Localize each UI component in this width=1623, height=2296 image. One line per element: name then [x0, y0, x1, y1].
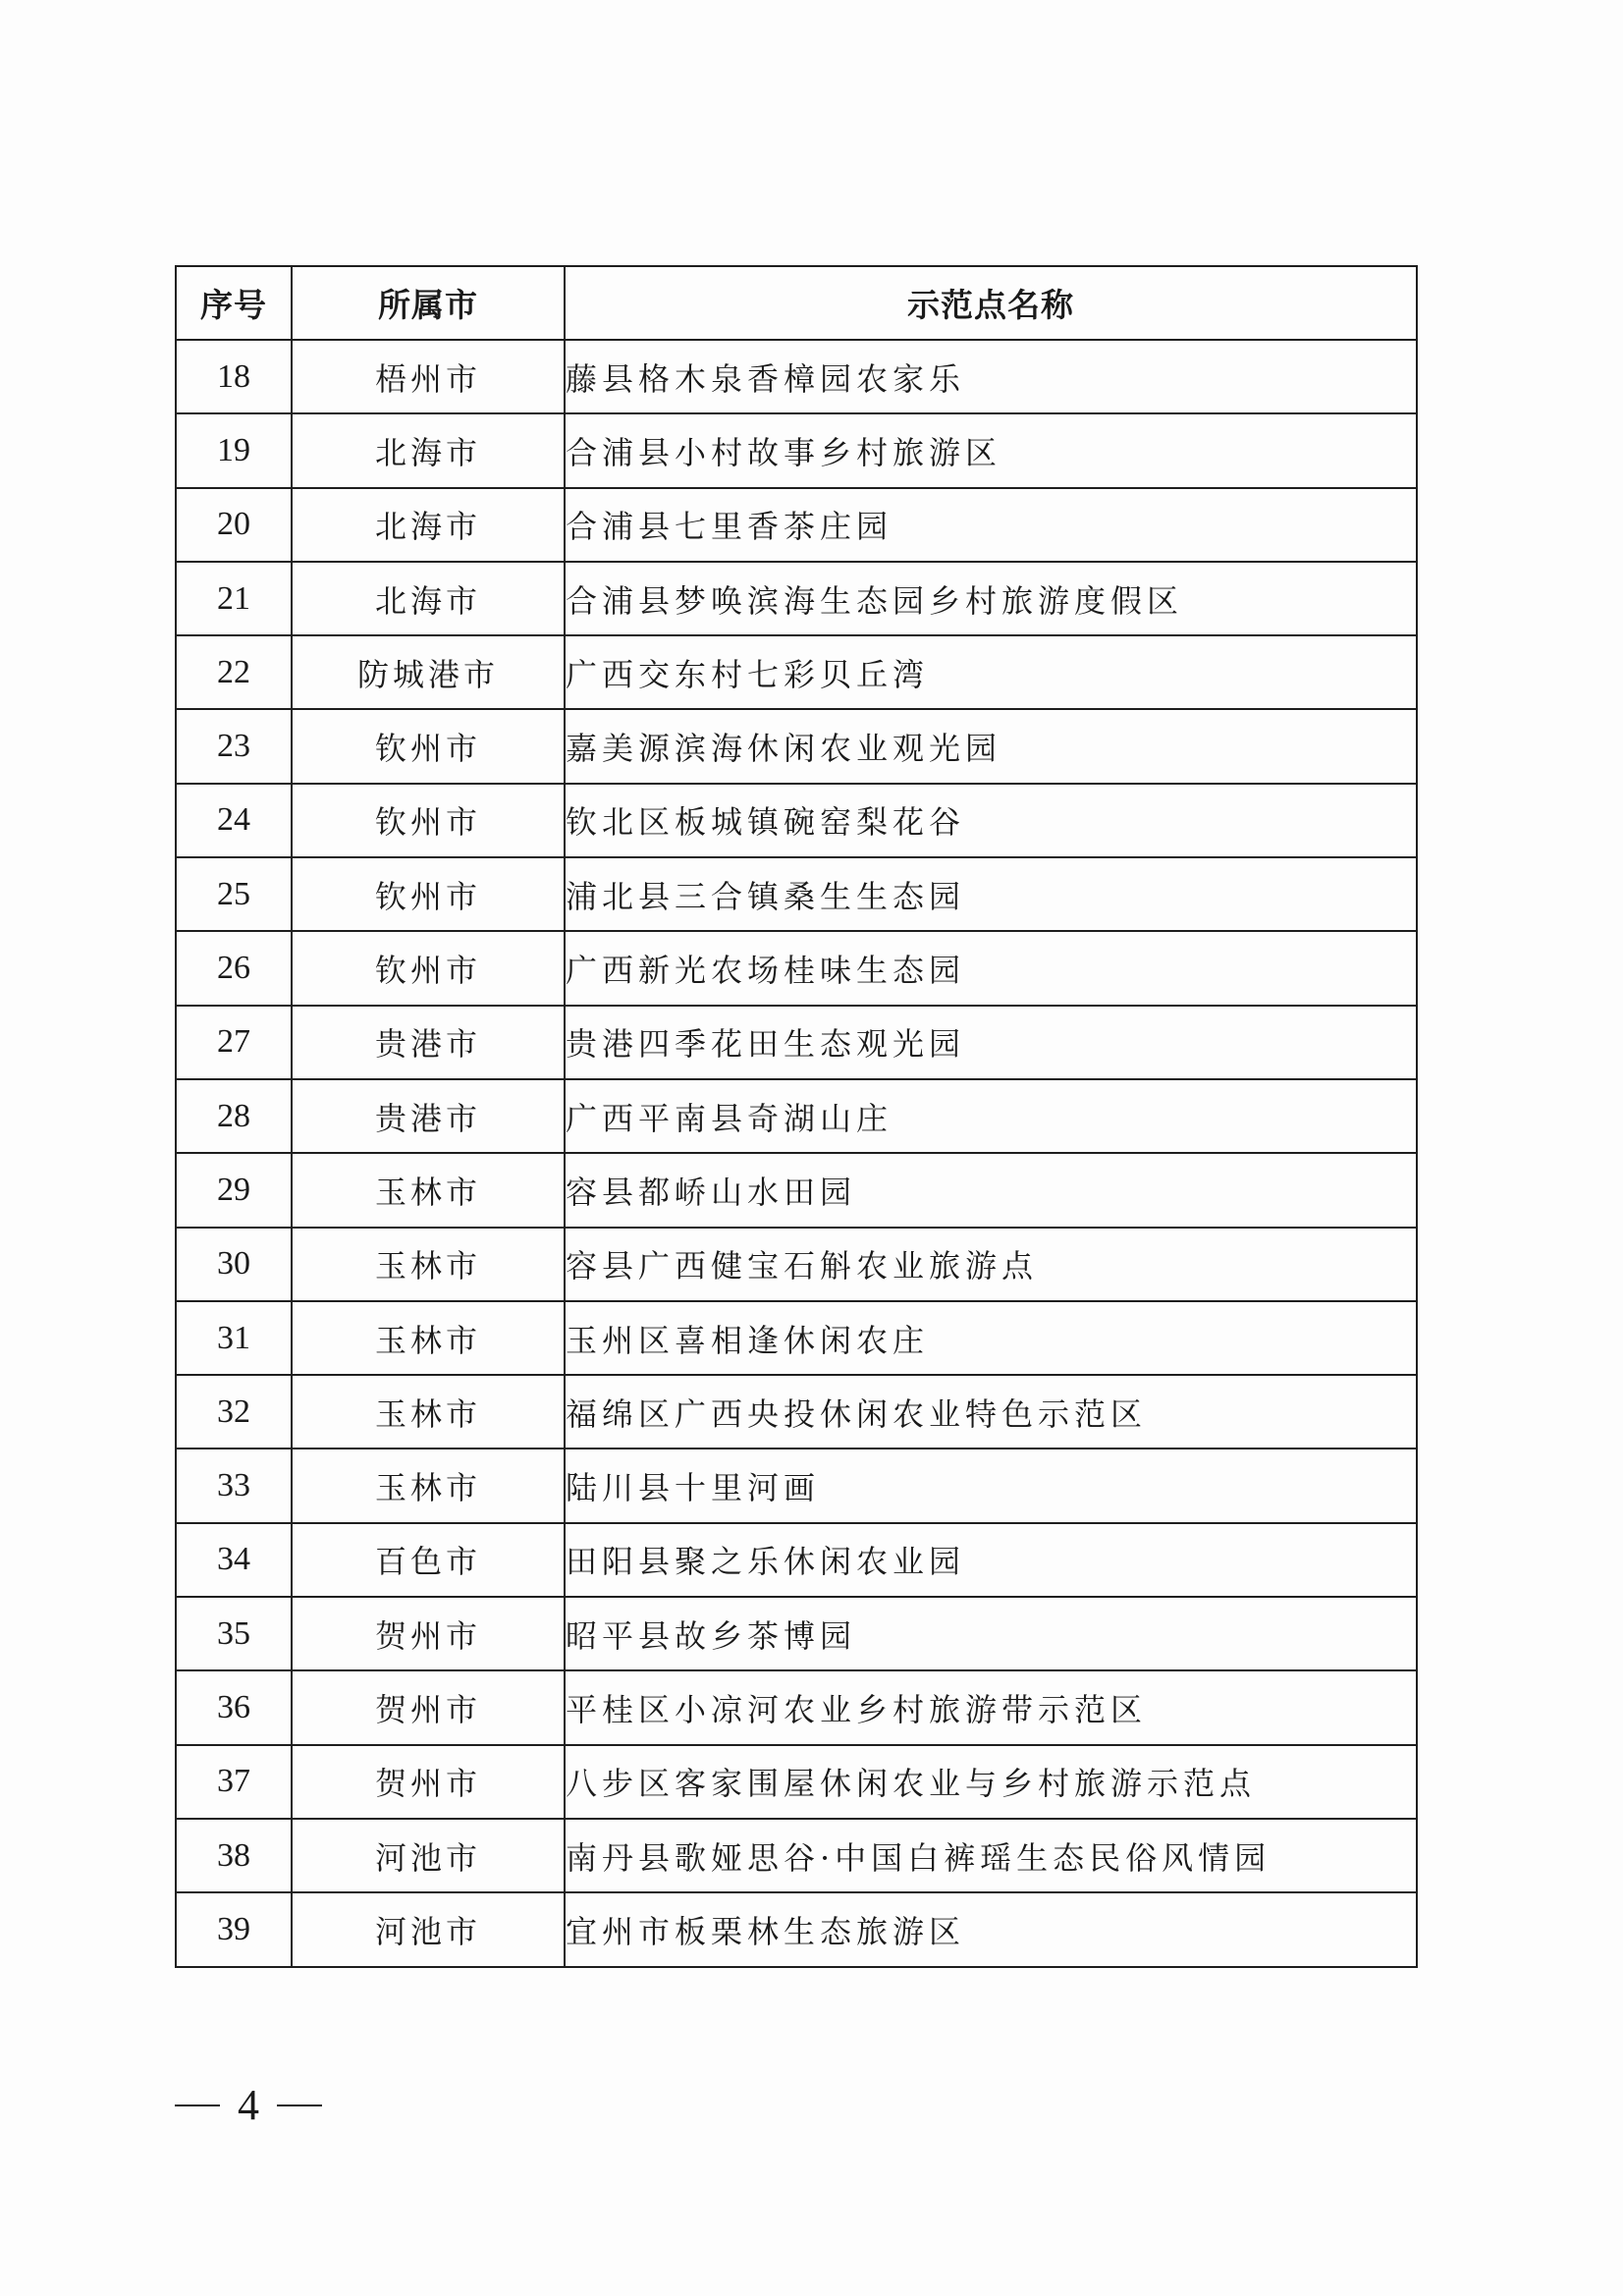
row-number: 36 — [176, 1670, 292, 1744]
row-site-name: 八步区客家围屋休闲农业与乡村旅游示范点 — [565, 1745, 1417, 1819]
row-city: 玉林市 — [292, 1449, 565, 1522]
row-number: 23 — [176, 709, 292, 783]
table-row — [176, 635, 1417, 709]
table-row — [176, 413, 1417, 487]
row-site-name: 合浦县小村故事乡村旅游区 — [565, 413, 1417, 487]
row-city: 贵港市 — [292, 1079, 565, 1153]
page-footer — [175, 2080, 322, 2130]
row-city: 玉林市 — [292, 1153, 565, 1227]
row-city: 玉林市 — [292, 1375, 565, 1449]
table-row — [176, 1449, 1417, 1522]
row-city: 贺州市 — [292, 1670, 565, 1744]
row-city: 北海市 — [292, 562, 565, 635]
row-number: 32 — [176, 1375, 292, 1449]
row-number: 35 — [176, 1597, 292, 1670]
table-row — [176, 1079, 1417, 1153]
row-site-name: 宜州市板栗林生态旅游区 — [565, 1892, 1417, 1966]
table-row — [176, 340, 1417, 413]
row-site-name: 田阳县聚之乐休闲农业园 — [565, 1523, 1417, 1597]
row-number: 37 — [176, 1745, 292, 1819]
row-site-name: 钦北区板城镇碗窑梨花谷 — [565, 784, 1417, 857]
row-site-name: 玉州区喜相逢休闲农庄 — [565, 1301, 1417, 1375]
row-site-name: 合浦县梦唤滨海生态园乡村旅游度假区 — [565, 562, 1417, 635]
table-row — [176, 1670, 1417, 1744]
row-city: 防城港市 — [292, 635, 565, 709]
table-row — [176, 784, 1417, 857]
row-number: 18 — [176, 340, 292, 413]
row-number: 38 — [176, 1819, 292, 1892]
header-site-name: 示范点名称 — [565, 266, 1417, 340]
row-city: 钦州市 — [292, 784, 565, 857]
row-city: 北海市 — [292, 413, 565, 487]
row-city: 玉林市 — [292, 1301, 565, 1375]
row-city: 北海市 — [292, 488, 565, 562]
table-header-row — [176, 266, 1417, 340]
row-site-name: 福绵区广西央投休闲农业特色示范区 — [565, 1375, 1417, 1449]
table-row — [176, 1819, 1417, 1892]
row-number: 28 — [176, 1079, 292, 1153]
table-row — [176, 1006, 1417, 1079]
row-site-name: 容县广西健宝石斛农业旅游点 — [565, 1228, 1417, 1301]
row-site-name: 合浦县七里香茶庄园 — [565, 488, 1417, 562]
row-number: 24 — [176, 784, 292, 857]
row-site-name: 广西交东村七彩贝丘湾 — [565, 635, 1417, 709]
row-site-name: 贵港四季花田生态观光园 — [565, 1006, 1417, 1079]
row-number: 34 — [176, 1523, 292, 1597]
table-body — [176, 340, 1417, 1967]
header-serial-number: 序号 — [176, 266, 292, 340]
row-site-name: 昭平县故乡茶博园 — [565, 1597, 1417, 1670]
row-number: 33 — [176, 1449, 292, 1522]
row-site-name: 南丹县歌娅思谷·中国白裤瑶生态民俗风情园 — [565, 1819, 1417, 1892]
row-number: 29 — [176, 1153, 292, 1227]
row-site-name: 嘉美源滨海休闲农业观光园 — [565, 709, 1417, 783]
row-number: 31 — [176, 1301, 292, 1375]
footer-dash-left — [175, 2105, 220, 2106]
row-city: 贺州市 — [292, 1745, 565, 1819]
table-row — [176, 562, 1417, 635]
table-row — [176, 488, 1417, 562]
row-city: 贺州市 — [292, 1597, 565, 1670]
table-row — [176, 1301, 1417, 1375]
table-row — [176, 931, 1417, 1005]
row-number: 27 — [176, 1006, 292, 1079]
row-number: 22 — [176, 635, 292, 709]
row-site-name: 藤县格木泉香樟园农家乐 — [565, 340, 1417, 413]
row-city: 钦州市 — [292, 931, 565, 1005]
header-city: 所属市 — [292, 266, 565, 340]
row-site-name: 浦北县三合镇桑生生态园 — [565, 857, 1417, 931]
row-number: 26 — [176, 931, 292, 1005]
row-site-name: 广西新光农场桂味生态园 — [565, 931, 1417, 1005]
table-row — [176, 1892, 1417, 1966]
row-city: 河池市 — [292, 1819, 565, 1892]
row-number: 20 — [176, 488, 292, 562]
table-row — [176, 1523, 1417, 1597]
row-site-name: 陆川县十里河画 — [565, 1449, 1417, 1522]
table-row — [176, 1228, 1417, 1301]
row-site-name: 容县都峤山水田园 — [565, 1153, 1417, 1227]
table-row — [176, 1597, 1417, 1670]
row-number: 19 — [176, 413, 292, 487]
table-row — [176, 857, 1417, 931]
demonstration-sites-table — [175, 265, 1418, 1968]
row-site-name: 广西平南县奇湖山庄 — [565, 1079, 1417, 1153]
table-row — [176, 1745, 1417, 1819]
row-number: 39 — [176, 1892, 292, 1966]
page-number: 4 — [238, 2081, 259, 2129]
table-row — [176, 1153, 1417, 1227]
table-row — [176, 1375, 1417, 1449]
row-city: 百色市 — [292, 1523, 565, 1597]
row-city: 梧州市 — [292, 340, 565, 413]
footer-dash-right — [277, 2105, 322, 2106]
row-city: 钦州市 — [292, 857, 565, 931]
row-city: 钦州市 — [292, 709, 565, 783]
row-number: 30 — [176, 1228, 292, 1301]
row-city: 玉林市 — [292, 1228, 565, 1301]
row-site-name: 平桂区小凉河农业乡村旅游带示范区 — [565, 1670, 1417, 1744]
row-number: 25 — [176, 857, 292, 931]
row-city: 河池市 — [292, 1892, 565, 1966]
table-row — [176, 709, 1417, 783]
row-number: 21 — [176, 562, 292, 635]
row-city: 贵港市 — [292, 1006, 565, 1079]
